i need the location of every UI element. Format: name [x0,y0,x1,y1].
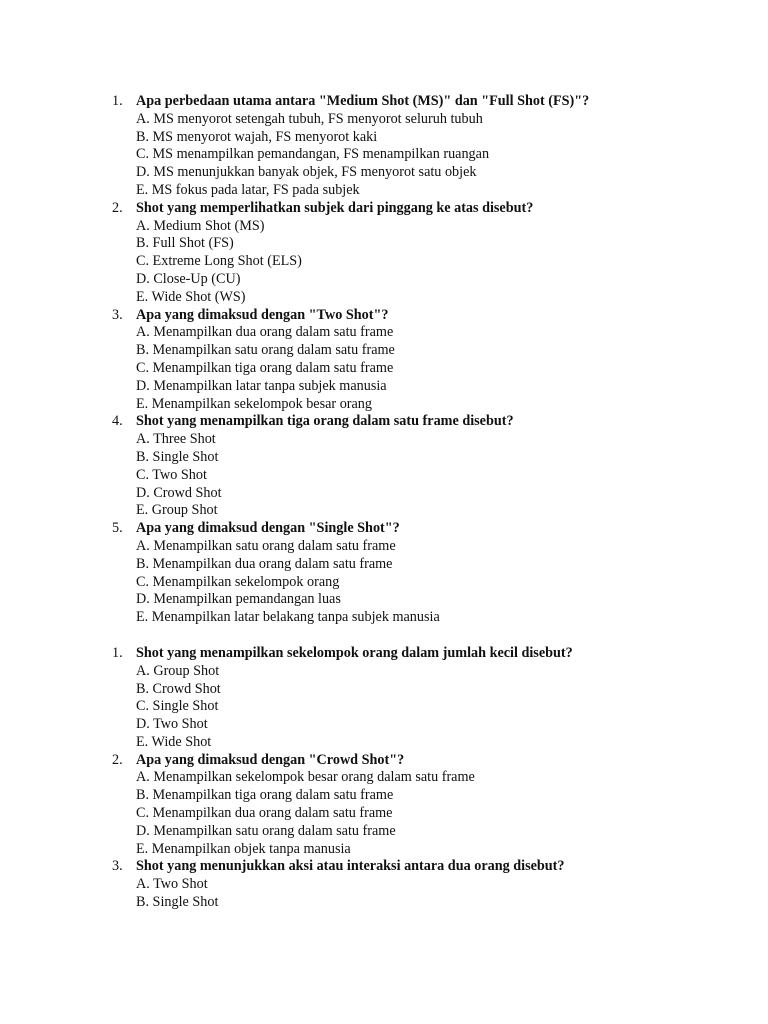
question-item [0,752,768,859]
question-text: Shot yang menampilkan tiga orang dalam satu frame disebut? [136,413,514,430]
answer-option: A. MS menyorot setengah tubuh, FS menyorot seluruh tubuh [136,110,483,127]
question-item [0,307,768,414]
answer-option: E. Menampilkan objek tanpa manusia [136,840,351,857]
document-page [0,93,768,912]
question-item [0,520,768,627]
answer-option: B. Menampilkan dua orang dalam satu frame [136,555,393,572]
answer-option: C. Menampilkan tiga orang dalam satu frame [136,359,394,376]
question-number: 3. [112,858,123,875]
answer-option: A. Menampilkan sekelompok besar orang dalam satu frame [136,769,475,786]
answer-option: D. Close-Up (CU) [136,270,241,287]
question-list-1 [0,93,768,627]
question-number: 5. [112,520,123,537]
answer-option: C. Menampilkan dua orang dalam satu frame [136,805,393,822]
question-item [0,200,768,307]
question-number: 2. [112,751,123,768]
question-text: Apa yang dimaksud dengan "Crowd Shot"? [136,751,405,768]
answer-option: C. Extreme Long Shot (ELS) [136,253,302,270]
answer-option: C. MS menampilkan pemandangan, FS menampilkan ruangan [136,146,490,163]
answer-option: B. Menampilkan satu orang dalam satu frame [136,342,395,359]
answer-option: B. Full Shot (FS) [136,235,234,252]
answer-option: E. Menampilkan latar belakang tanpa subjek manusia [136,609,440,626]
question-number: 1. [112,93,123,109]
question-item [0,645,768,752]
answer-option: D. Menampilkan satu orang dalam satu frame [136,822,396,839]
question-list-2 [0,645,768,912]
question-item [0,93,768,200]
answer-option: B. Single Shot [136,894,219,911]
answer-option: E. Group Shot [136,502,218,519]
answer-option: B. Crowd Shot [136,680,221,697]
question-text: Shot yang memperlihatkan subjek dari pinggang ke atas disebut? [136,199,534,216]
question-number: 1. [112,644,123,661]
answer-option: C. Menampilkan sekelompok orang [136,573,340,590]
answer-option: B. MS menyorot wajah, FS menyorot kaki [136,128,378,145]
answer-option: D. MS menunjukkan banyak objek, FS menyorot satu objek [136,164,477,181]
answer-option: E. Wide Shot [136,733,212,750]
answer-option: E. MS fokus pada latar, FS pada subjek [136,181,360,198]
question-item [0,413,768,520]
question-item [0,858,768,911]
answer-option: B. Single Shot [136,448,219,465]
question-number: 4. [112,413,123,430]
question-text: Apa yang dimaksud dengan "Two Shot"? [136,306,389,323]
answer-option: A. Two Shot [136,876,208,893]
answer-option: D. Menampilkan latar tanpa subjek manusia [136,377,387,394]
answer-option: D. Menampilkan pemandangan luas [136,591,341,608]
answer-option: E. Wide Shot (WS) [136,288,246,305]
answer-option: D. Two Shot [136,716,208,733]
answer-option: A. Three Shot [136,431,216,448]
question-text: Apa yang dimaksud dengan "Single Shot"? [136,520,400,537]
question-text: Shot yang menunjukkan aksi atau interaksi antara dua orang disebut? [136,858,565,875]
question-text: Shot yang menampilkan sekelompok orang dalam jumlah kecil disebut? [136,644,573,661]
answer-option: A. Menampilkan dua orang dalam satu frame [136,324,394,341]
answer-option: A. Menampilkan satu orang dalam satu frame [136,537,396,554]
answer-option: A. Medium Shot (MS) [136,217,265,234]
question-text: Apa perbedaan utama antara "Medium Shot (MS)" dan "Full Shot (FS)"? [136,93,590,109]
answer-option: A. Group Shot [136,662,220,679]
answer-option: C. Single Shot [136,698,219,715]
answer-option: D. Crowd Shot [136,484,222,501]
question-number: 2. [112,199,123,216]
answer-option: E. Menampilkan sekelompok besar orang [136,395,372,412]
answer-option: C. Two Shot [136,466,207,483]
answer-option: B. Menampilkan tiga orang dalam satu frame [136,787,394,804]
question-number: 3. [112,306,123,323]
